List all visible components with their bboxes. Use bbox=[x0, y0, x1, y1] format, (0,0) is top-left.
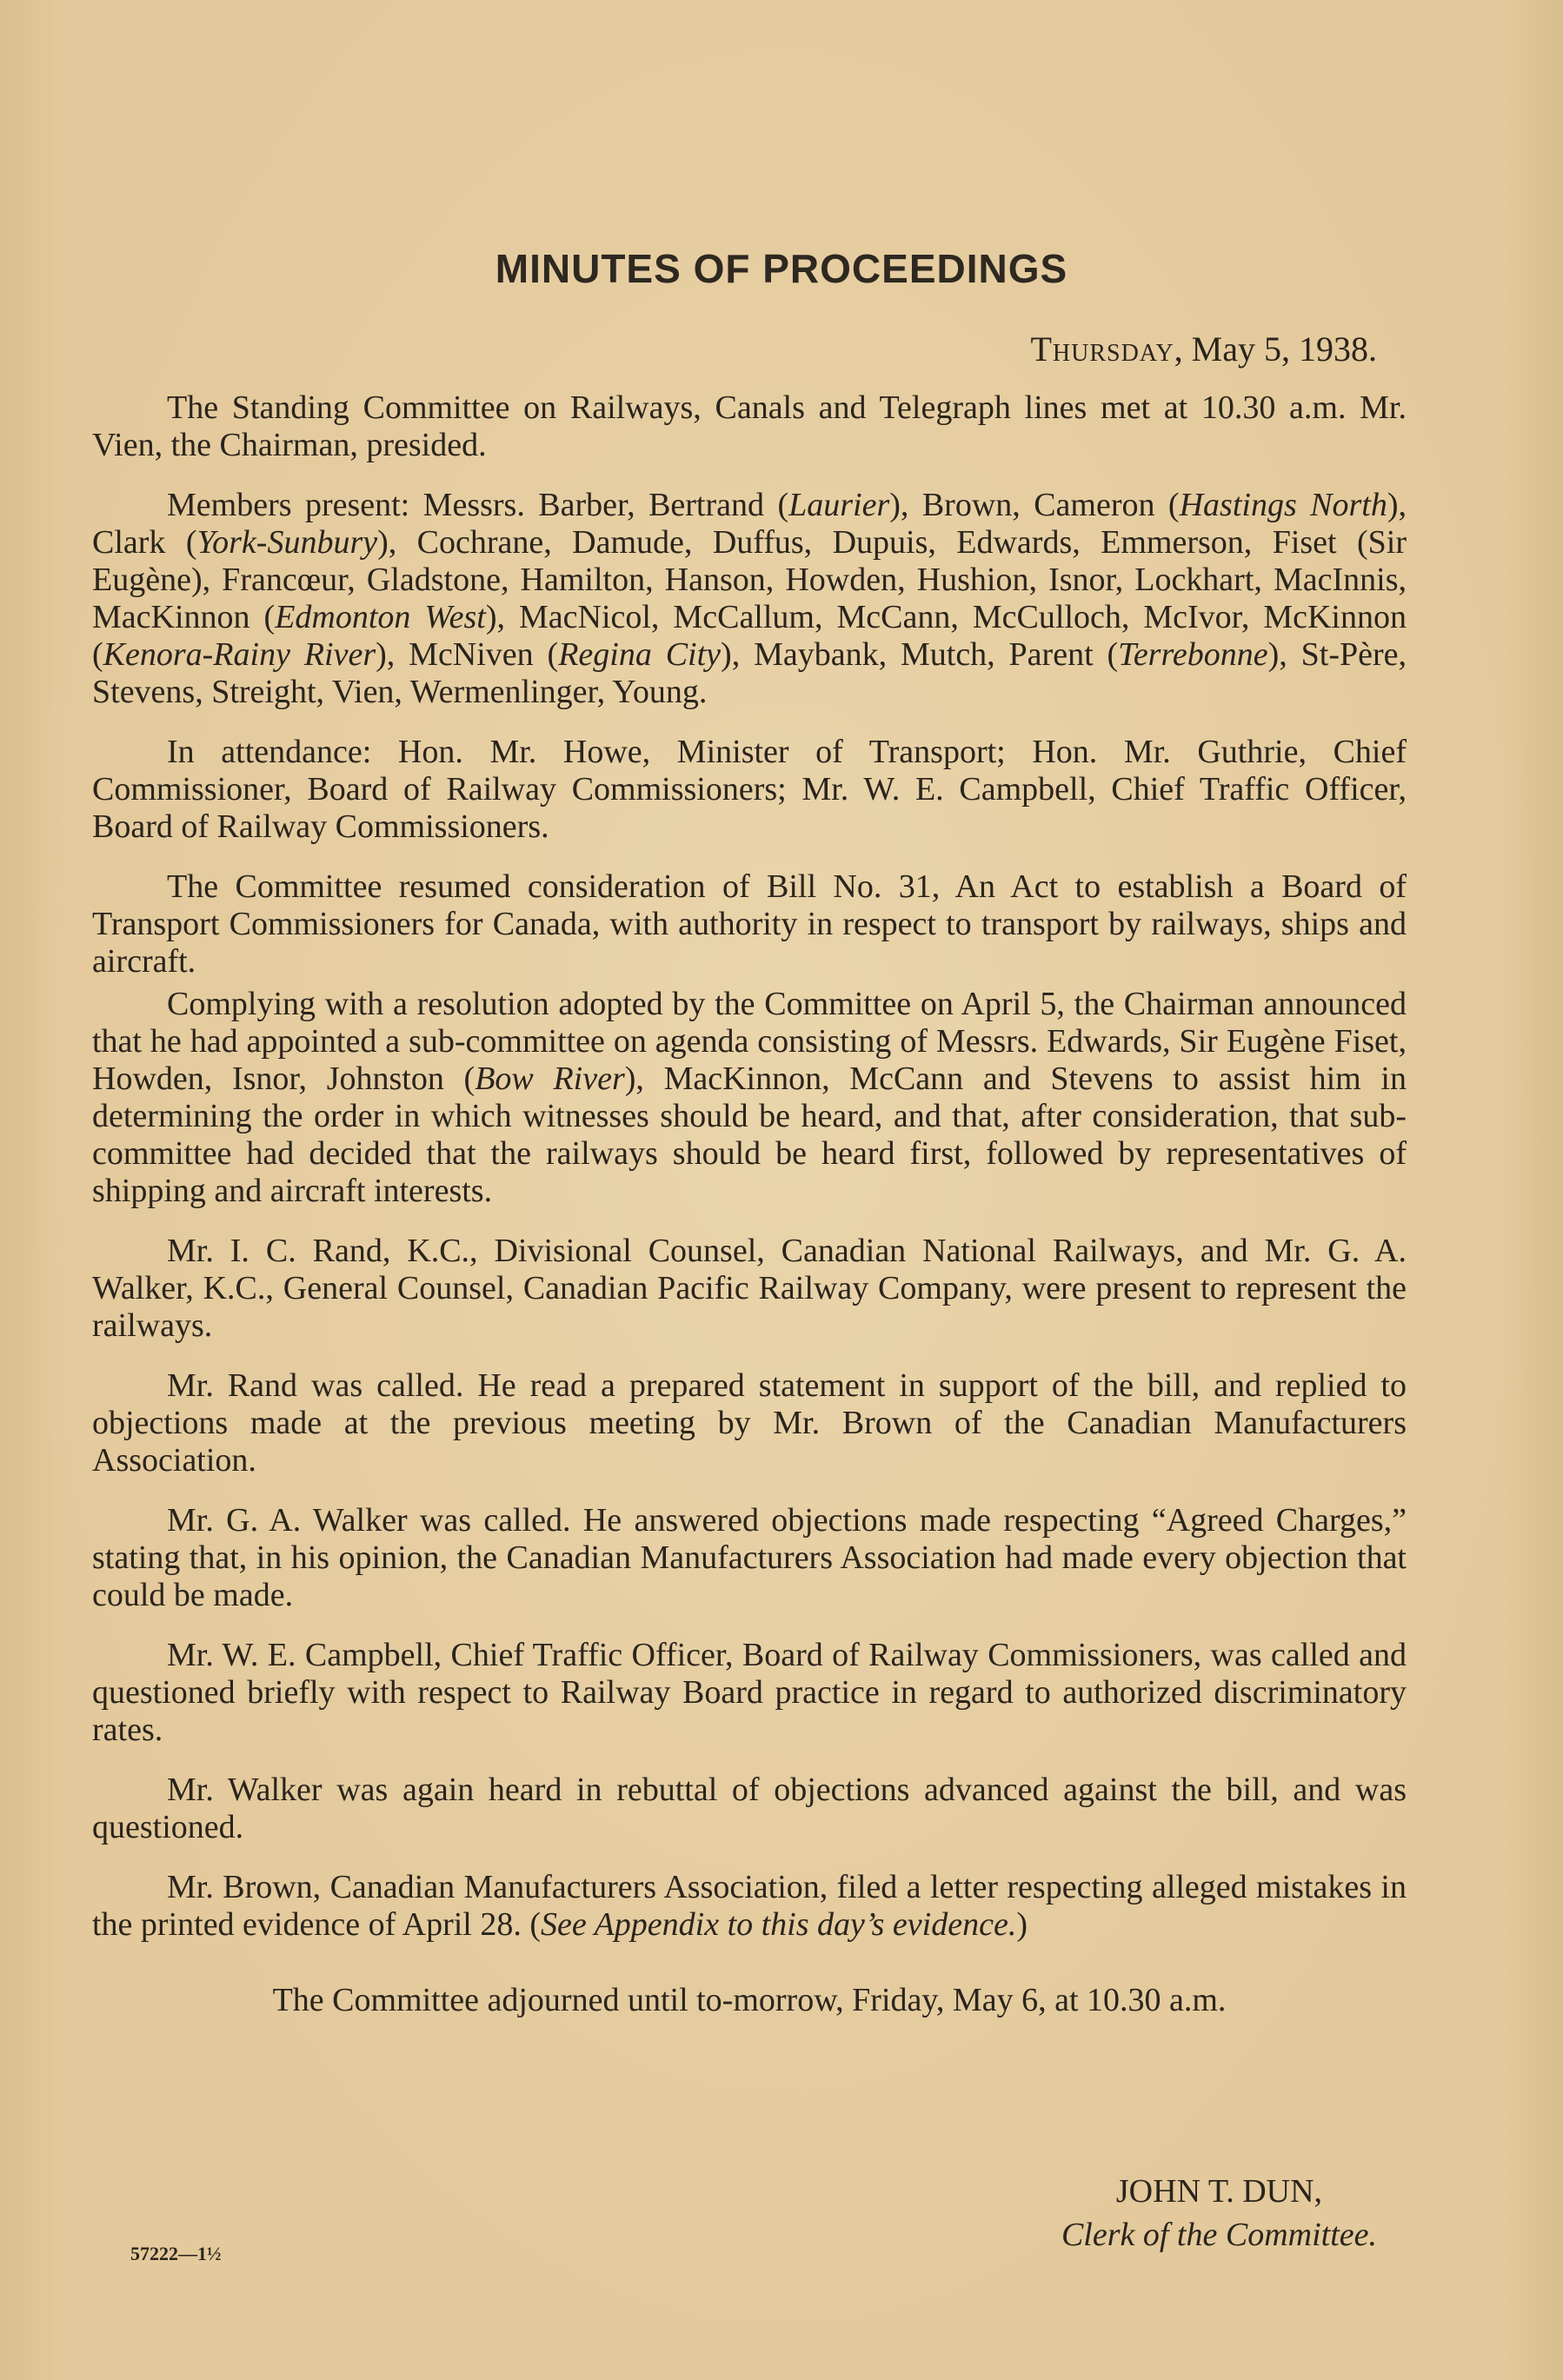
meeting-date bbox=[1030, 329, 1377, 369]
print-reference: 57222—1½ bbox=[130, 2243, 222, 2264]
minutes-body bbox=[92, 389, 1407, 2019]
text-span: ) bbox=[1016, 1906, 1028, 1943]
riding-name: Kenora-Rainy River bbox=[103, 636, 376, 673]
riding-name: Laurier bbox=[788, 487, 890, 523]
riding-name: Bow River bbox=[475, 1060, 625, 1097]
text-span: ), Cochrane, Damude, Duffus, Dupuis, Edwards, Emmerson, Fiset (Sir Eugène), Francœur, Gladstone, Hamilton, Hanson, Howden, Hushion, Isnor, Lockhart, MacInnis, MacKinnon ( bbox=[92, 524, 1407, 635]
signature-block bbox=[1061, 2170, 1377, 2257]
paragraph-railway-counsel: Mr. I. C. Rand, K.C., Divisional Counsel, Canadian National Railways, and Mr. G. A. Walker, K.C., General Counsel, Canadian Pacific Railway Company, were present to represent the railways. bbox=[92, 1233, 1407, 1344]
paragraph-campbell-called: Mr. W. E. Campbell, Chief Traffic Officer, Board of Railway Commissioners, was called and questioned briefly with respect to Railway Board practice in regard to authorized discriminatory rates. bbox=[92, 1637, 1407, 1748]
text-span: ), McNiven ( bbox=[376, 636, 559, 673]
riding-name: Regina City bbox=[558, 636, 722, 673]
text-span: Mr. Brown, Canadian Manufacturers Association, filed a letter respecting alleged mistakes in the printed evidence of April 28. ( bbox=[92, 1869, 1407, 1943]
paragraph-walker-called: Mr. G. A. Walker was called. He answered objections made respecting “Agreed Charges,” stating that, in his opinion, the Canadian Manufacturers Association had made every objection that could be made. bbox=[92, 1502, 1407, 1613]
text-span: ), Clark ( bbox=[92, 487, 1407, 561]
riding-name: York-Sunbury bbox=[196, 524, 378, 561]
text-span: Members present: Messrs. Barber, Bertrand ( bbox=[167, 487, 789, 523]
page-title: MINUTES OF PROCEEDINGS bbox=[495, 246, 1068, 291]
clerk-title: Clerk of the Committee. bbox=[1061, 2217, 1377, 2253]
clerk-name: JOHN T. DUN, bbox=[1115, 2173, 1323, 2210]
text-span: ), Brown, Cameron ( bbox=[889, 487, 1180, 523]
riding-name: Edmonton West bbox=[275, 599, 486, 635]
paragraph-meeting-opened: The Standing Committee on Railways, Canals and Telegraph lines met at 10.30 a.m. Mr. Vien, the Chairman, presided. bbox=[92, 389, 1407, 463]
riding-name: Terrebonne bbox=[1118, 636, 1268, 673]
paragraph-walker-rebuttal: Mr. Walker was again heard in rebuttal of objections advanced against the bill, and was questioned. bbox=[92, 1772, 1407, 1845]
paragraph-members-present bbox=[92, 487, 1407, 711]
date-weekday: Thursday bbox=[1030, 329, 1174, 369]
paragraph-rand-called: Mr. Rand was called. He read a prepared statement in support of the bill, and replied to objections made at the previous meeting by Mr. Brown of the Canadian Manufacturers Association. bbox=[92, 1367, 1407, 1479]
appendix-reference: See Appendix to this day’s evidence. bbox=[541, 1906, 1017, 1943]
date-rest: , May 5, 1938. bbox=[1174, 329, 1377, 369]
text-span: ), St-Père, Stevens, Streight, Vien, Wermenlinger, Young. bbox=[92, 636, 1407, 710]
paragraph-adjournment: The Committee adjourned until to-morrow, Friday, May 6, at 10.30 a.m. bbox=[272, 1982, 1227, 2018]
text-span: ), MacNicol, McCallum, McCann, McCulloch, McIvor, McKinnon ( bbox=[92, 599, 1407, 673]
text-span: Complying with a resolution adopted by the Committee on April 5, the Chairman announced that he had appointed a sub-committee on agenda consisting of Messrs. Edwards, Sir Eugène Fiset, Howden, Isnor, Johnston ( bbox=[92, 986, 1407, 1097]
text-span: ), Maybank, Mutch, Parent ( bbox=[721, 636, 1119, 673]
paragraph-bill-consideration: The Committee resumed consideration of Bill No. 31, An Act to establish a Board of Transport Commissioners for Canada, with authority in respect to transport by railways, ships and aircraft. bbox=[92, 868, 1407, 980]
riding-name: Hastings North bbox=[1179, 487, 1387, 523]
paragraph-in-attendance: In attendance: Hon. Mr. Howe, Minister of Transport; Hon. Mr. Guthrie, Chief Commissioner, Board of Railway Commissioners; Mr. W. E. Campbell, Chief Traffic Officer, Board of Railway Commissioners. bbox=[92, 734, 1407, 845]
text-span: ), MacKinnon, McCann and Stevens to assist him in determining the order in which witnesses should be heard, and that, after consideration, that sub-committee had decided that the railways should be heard first, followed by representatives of shipping and aircraft interests. bbox=[92, 1060, 1407, 1209]
paragraph-sub-committee bbox=[92, 986, 1407, 1210]
paragraph-brown-letter bbox=[92, 1869, 1407, 1944]
